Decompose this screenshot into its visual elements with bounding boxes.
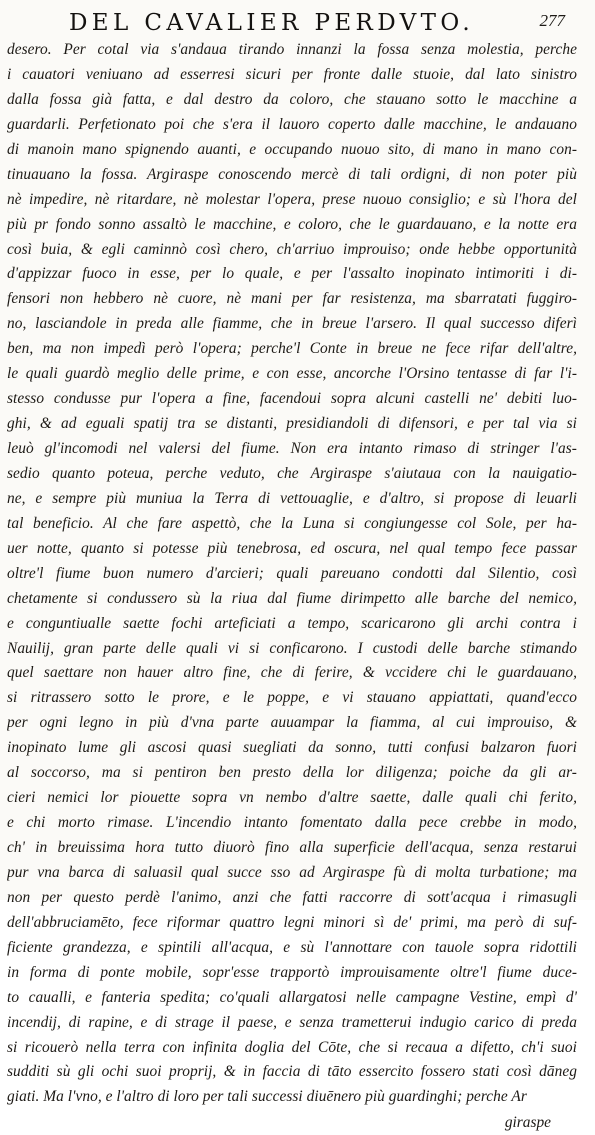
- text-line: i cauatori veniuano ad esserresi sicuri per fronte dalle stuoie, dal lato sinistro: [7, 65, 577, 83]
- text-line: si ritrassero sotto le prore, e le poppe, e vi stauano appiattati, quand'ecco: [7, 689, 577, 707]
- text-line: chetamente si condussero sù la riua dal fiume dirimpetto alle barche del nemico,: [7, 589, 577, 607]
- text-line: dalla fossa già fatta, e dal destro da coloro, che stauano sotto le macchine a: [7, 90, 577, 108]
- text-line: ne, e sempre più muniua la Terra di vettouaglie, e d'altro, si propose di leuarli: [7, 489, 577, 507]
- text-line: ben, ma non impedì però l'opera; perche'l Conte in breue ne fece rifar dell'altre,: [7, 340, 577, 358]
- body-text: [7, 38, 577, 1135]
- text-line: e conguntiualle saette fochi arteficiati a tempo, scaricarono gli archi contra i: [7, 614, 577, 632]
- text-line: le quali guardò meglio delle prime, e con esse, ancorche l'Orsino tentasse di far l'i-: [7, 365, 577, 383]
- text-line: d'appizzar fuoco in esse, per lo quale, e per l'assalto inopinato intimoriti i di-: [7, 265, 577, 283]
- text-line: ghi, & ad eguali spatij tra se distanti, presidiandoli di difensori, e per tal via si: [7, 415, 577, 433]
- page-number: 277: [539, 11, 565, 30]
- text-line: uer notte, quanto si potesse più tenebrosa, ed oscura, nel qual tempo fece passar: [7, 539, 577, 557]
- text-line: sedio quanto poteua, perche veduto, che Argiraspe s'aiutaua con la nauigatio-: [7, 464, 577, 482]
- text-line: to caualli, e fanteria spedita; co'quali allargatosi nelle campagne Vestine, empì d': [7, 988, 577, 1006]
- text-line: quel saettare non hauer altro fine, che di ferire, & vccidere chi le guardauano,: [7, 664, 577, 682]
- text-line: pur vna barca di saluasil qual succe sso ad Argiraspe fù di molta turbatione; ma: [7, 863, 577, 881]
- text-line: leuò gl'incomodi nel valersi del fiume. Non era intanto rimaso di stringer l'as-: [7, 440, 577, 457]
- text-line: cieri nemici lor piouette sopra vn nembo d'altre saette, dalle quali chi ferito,: [7, 789, 577, 807]
- text-line: nè impedire, nè ritardare, nè molestar l'opera, prese nuouo consiglio; e sù l'hora del: [7, 190, 577, 208]
- text-line: per ogni legno in più d'vna parte auuampar la fiamma, al cui improuiso, &: [7, 714, 577, 732]
- text-line: ch' in breuissima hora tutto diuorò fino alla superficie dell'acqua, senza restarui: [7, 839, 577, 856]
- catchword: giraspe: [504, 1114, 551, 1132]
- text-line: desero. Per cotal via s'andaua tirando innanzi la fossa senza molestia, perche: [7, 41, 577, 58]
- text-line: Nauilij, gran parte delle quali vi si conficarono. I custodi delle barche stimando: [7, 639, 577, 657]
- text-line: fensori non hebbero nè cuore, nè mani per far resistenza, ma sbarratati fuggiro-: [7, 290, 577, 308]
- text-line: più pr fondo sonno assaltò le macchine, e coloro, che le guardauano, e la notte era: [7, 215, 577, 233]
- text-line: incendij, di rapine, e di strage il paese, e senza trametterui indugio carico di preda: [7, 1013, 577, 1031]
- text-line: non per questo perdè l'animo, anzi che fatti raccorre di sott'acqua i rimasugli: [7, 888, 577, 906]
- text-line: tinuauano la fossa. Argiraspe conoscendo mercè di tali ordigni, di non poter più: [7, 165, 577, 183]
- text-line: ficiente grandezza, e spintili all'acqua, e sù l'annottare con tauole sopra ridottili: [7, 938, 577, 956]
- text-line: e chi morto rimase. L'incendio intanto fomentato dalla pece crebbe in modo,: [7, 814, 577, 832]
- text-line: in forma di ponte mobile, sopr'esse trapportò improuisamente oltre'l fiume duce-: [7, 963, 577, 981]
- text-line: tal beneficio. Al che fare aspettò, che la Luna si congiungesse col Sole, per ha-: [7, 514, 577, 532]
- text-line: no, lasciandole in preda alle fiamme, che in breue l'arsero. Il qual successo diferì: [7, 315, 577, 333]
- text-line: di manoin mano spignendo auanti, e occupando nuouo sito, di mano in mano con-: [7, 140, 577, 158]
- text-line: sudditi sù gli ochi suoi proprij, & in faccia di tāto essercito fossero stati così dāneg: [7, 1063, 577, 1081]
- text-line: guardarli. Perfetionato poi che s'era il lauoro coperto dalle macchine, le andauano: [7, 115, 577, 133]
- running-head: [6, 6, 587, 42]
- text-line: stesso condusse pur l'opera a fine, facendoui sopra alcuni castelli ne' debiti luo-: [7, 390, 577, 408]
- catchword-row: [7, 1110, 577, 1135]
- text-line: inopinato lume gli ascosi quasi suegliati da sonno, tutti confusi balzaron fuori: [7, 739, 577, 757]
- running-title: DEL CAVALIER PERDVTO.: [68, 10, 475, 36]
- text-line: al soccorso, ma si pentiron ben presto della lor diligenza; poiche da gli ar-: [7, 764, 577, 782]
- text-line: si ricouerò nella terra con infinita doglia del Cōte, che si recaua a difetto, ch'i suoi: [7, 1038, 577, 1056]
- text-line: oltre'l fiume buon numero d'arcieri; quali pareuano condotti dal Silentio, così: [7, 564, 577, 582]
- text-line: dell'abbruciamēto, fece riformar quattro legni minori sì de' primi, ma però di suf-: [7, 913, 577, 931]
- text-line: così buia, & egli caminnò così chero, ch'arriuo improuiso; onde hebbe opportunità: [7, 240, 577, 258]
- text-line: giati. Ma l'vno, e l'altro di loro per tali successi diuēnero più guardinghi; perche Ar: [7, 1088, 527, 1106]
